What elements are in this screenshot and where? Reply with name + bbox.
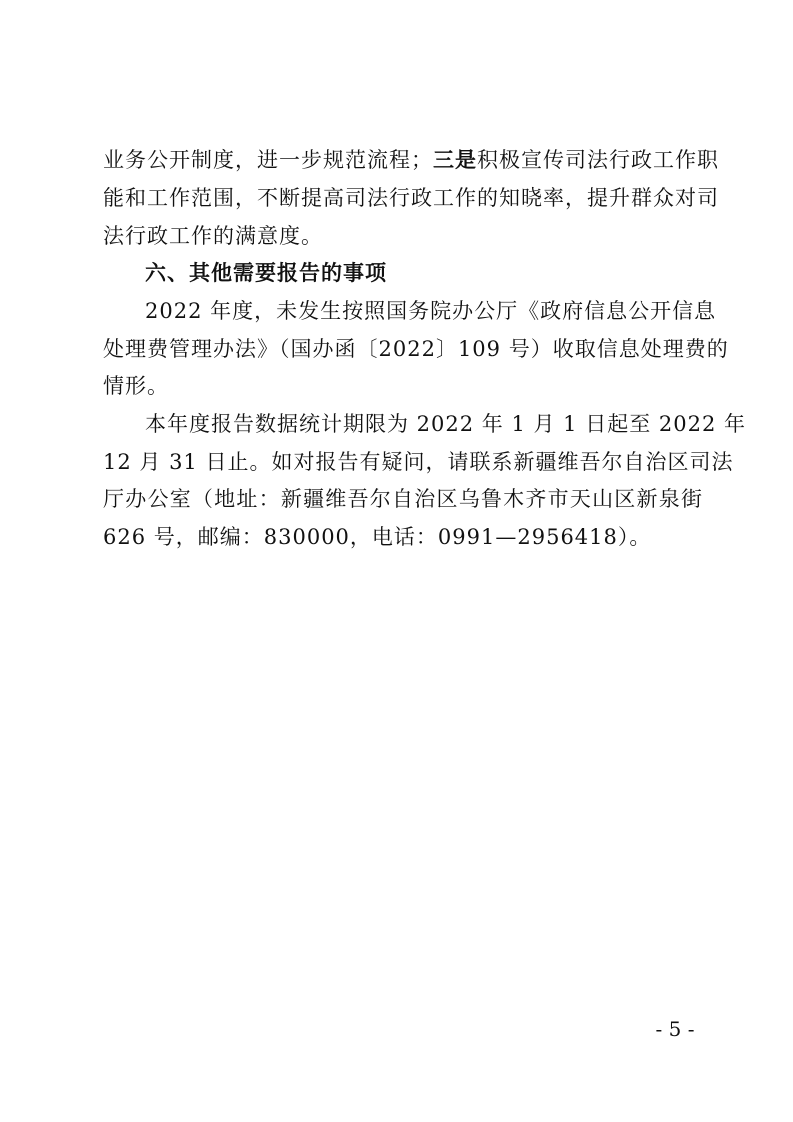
paragraph-line: 12 月 31 日止。如对报告有疑问，请联系新疆维吾尔自治区司法 <box>103 450 734 474</box>
paragraph-line: 法行政工作的满意度。 <box>103 224 323 248</box>
text-run: 业务公开制度，进一步规范流程； <box>103 148 433 172</box>
paragraph-line: 情形。 <box>103 374 169 398</box>
text-run: 积极宣传司法行政工作职 <box>477 148 719 172</box>
paragraph-line: 626 号，邮编：830000，电话：0991—2956418）。 <box>103 525 652 549</box>
paragraph-line: 处理费管理办法》（国办函〔2022〕109 号）收取信息处理费的 <box>103 337 729 361</box>
paragraph-line: 能和工作范围，不断提高司法行政工作的知晓率，提升群众对司 <box>103 186 719 210</box>
page-number: - 5 - <box>655 1017 695 1041</box>
paragraph-line: 本年度报告数据统计期限为 2022 年 1 月 1 日起至 2022 年 <box>145 412 747 436</box>
emphasis-text: 三是 <box>433 148 477 172</box>
section-heading: 六、其他需要报告的事项 <box>145 261 387 285</box>
paragraph-line <box>103 146 719 174</box>
paragraph-line: 2022 年度，未发生按照国务院办公厅《政府信息公开信息 <box>145 299 717 323</box>
paragraph-line: 厅办公室（地址：新疆维吾尔自治区乌鲁木齐市天山区新泉街 <box>103 487 703 511</box>
